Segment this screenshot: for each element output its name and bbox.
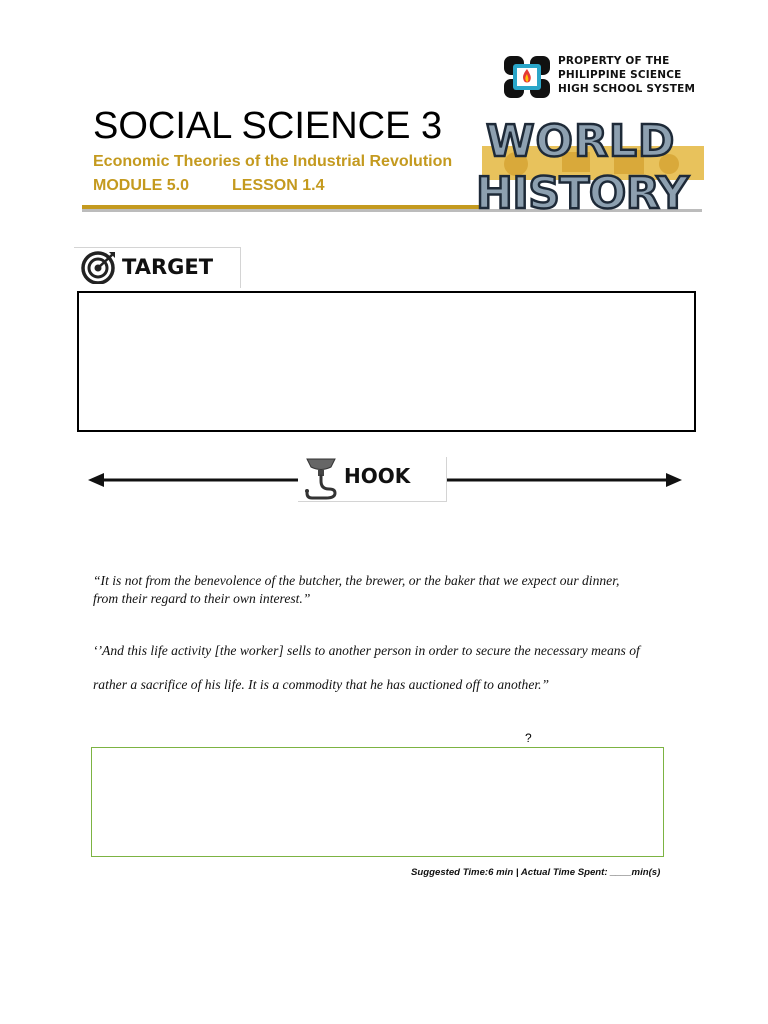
hook-label: HOOK [344, 464, 411, 488]
lesson-label: LESSON 1.4 [232, 177, 325, 194]
question-mark: ? [525, 731, 532, 745]
header-rule [82, 205, 484, 209]
svg-text:WORLD: WORLD [486, 116, 676, 167]
property-line-3: HIGH SCHOOL SYSTEM [558, 83, 696, 95]
subject-title: SOCIAL SCIENCE 3 [93, 105, 443, 147]
quote-line-1: “It is not from the benevolence of the butcher, the brewer, or the baker that we expect our dinner, [93, 573, 620, 588]
time-footer: Suggested Time:6 min | Actual Time Spent: ____min(s) [411, 867, 661, 878]
quote-line-3: ‘’And this life activity [the worker] sells to another person in order to secure the necessary means of [93, 643, 640, 658]
property-line-1: PROPERTY OF THE [558, 55, 670, 67]
answer-box[interactable] [91, 747, 664, 857]
target-label: TARGET [122, 255, 214, 279]
target-icon [81, 250, 117, 284]
quote-line-2: from their regard to their own interest.” [93, 591, 311, 606]
module-label: MODULE 5.0 [93, 177, 190, 194]
property-line-2: PHILIPPINE SCIENCE [558, 69, 682, 81]
svg-text:HISTORY: HISTORY [476, 168, 689, 214]
quote-line-4: rather a sacrifice of his life. It is a commodity that he has auctioned off to another.” [93, 677, 550, 692]
hook-icon [302, 457, 340, 501]
pshs-logo-icon [502, 54, 552, 100]
target-content-box[interactable] [77, 291, 696, 432]
lesson-title: Economic Theories of the Industrial Revolution [93, 153, 453, 170]
world-history-badge-icon [474, 112, 714, 214]
